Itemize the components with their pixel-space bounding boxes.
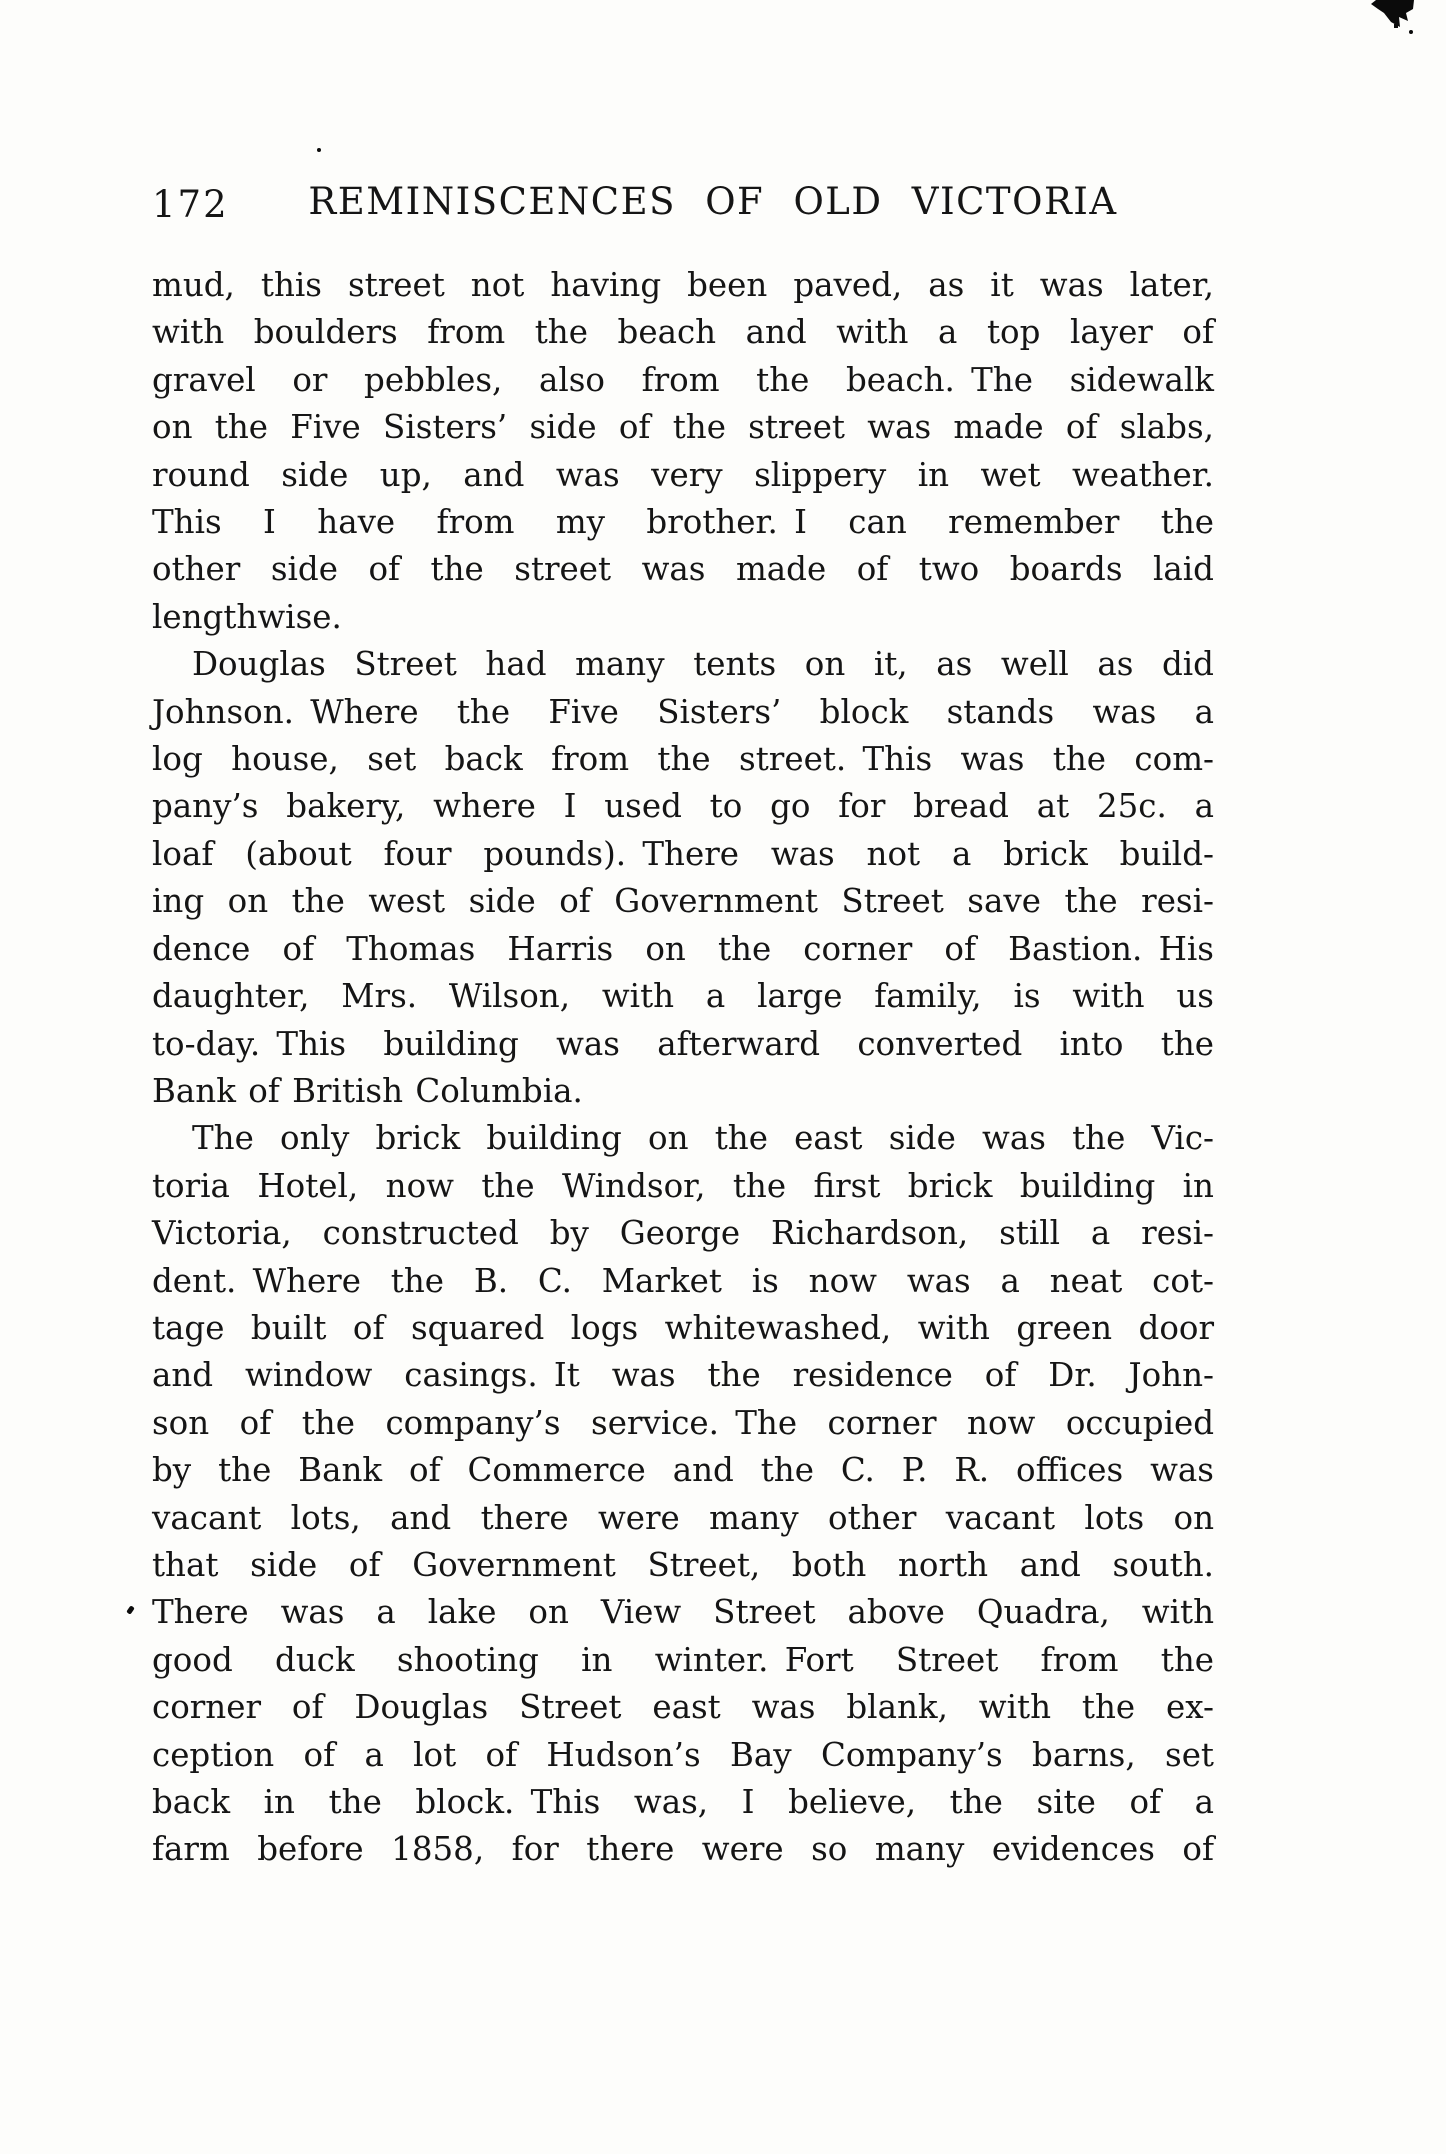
page-body <box>152 262 1214 1874</box>
body-text-line: son of the company’s service. The corner now occupied <box>152 1403 1214 1442</box>
body-text-line: corner of Douglas Street east was blank, with the ex- <box>152 1688 1214 1727</box>
dust-speck-artifact <box>317 148 321 152</box>
body-text-line: pany’s bakery, where I used to go for bread at 25c. a <box>152 787 1214 826</box>
body-text-line: lengthwise. <box>152 597 342 636</box>
body-text-line: Johnson. Where the Five Sisters’ block stands was a <box>152 692 1214 731</box>
body-text-line: ing on the west side of Government Street save the resi- <box>152 882 1214 921</box>
ink-smudge-artifact <box>1366 0 1426 50</box>
body-text-line: The only brick building on the east side was the Vic- <box>192 1119 1214 1158</box>
body-text-line: back in the block. This was, I believe, the site of a <box>152 1783 1214 1821</box>
body-text-line: round side up, and was very slippery in wet weather. <box>152 455 1214 494</box>
body-text-line: Bank of British Columbia. <box>152 1071 583 1110</box>
body-text-line: mud, this street not having been paved, as it was later, <box>152 266 1214 304</box>
body-text-line: by the Bank of Commerce and the C. P. R. offices was <box>152 1451 1214 1490</box>
body-text-line: with boulders from the beach and with a top layer of <box>152 313 1214 352</box>
body-text-line: farm before 1858, for there were so many evidences of <box>152 1830 1214 1869</box>
body-text-line: tage built of squared logs whitewashed, with green door <box>152 1308 1214 1347</box>
body-text-line: log house, set back from the street. This was the com- <box>152 740 1214 779</box>
body-text-line: ception of a lot of Hudson’s Bay Company’s barns, set <box>152 1735 1214 1774</box>
page-header <box>152 180 1214 230</box>
body-text-line: and window casings. It was the residence of Dr. John- <box>152 1356 1214 1395</box>
body-text-line: other side of the street was made of two boards laid <box>152 550 1214 589</box>
running-title: REMINISCENCES OF OLD VICTORIA <box>308 180 1118 223</box>
body-text-line: loaf (about four pounds). There was not a brick build- <box>152 834 1214 873</box>
body-text-line: on the Five Sisters’ side of the street was made of slabs, <box>152 408 1214 447</box>
body-text-line: There was a lake on View Street above Quadra, with <box>152 1593 1214 1632</box>
body-text-line: to-day. This building was afterward converted into the <box>152 1024 1214 1063</box>
body-text-line: Victoria, constructed by George Richardson, still a resi- <box>152 1214 1214 1253</box>
body-text-line: good duck shooting in winter. Fort Street from the <box>152 1640 1214 1679</box>
body-text-line: daughter, Mrs. Wilson, with a large family, is with us <box>152 977 1214 1016</box>
dust-speck-artifact <box>126 1605 135 1614</box>
body-text-line: dent. Where the B. C. Market is now was a neat cot- <box>152 1261 1214 1300</box>
body-text-line: dence of Thomas Harris on the corner of Bastion. His <box>152 929 1214 968</box>
body-text-line: vacant lots, and there were many other vacant lots on <box>152 1498 1214 1537</box>
body-text-line: This I have from my brother. I can remember the <box>152 503 1214 542</box>
page-number: 172 <box>152 183 229 226</box>
body-text-line: Douglas Street had many tents on it, as well as did <box>192 645 1214 684</box>
body-text-line: that side of Government Street, both north and south. <box>152 1545 1214 1584</box>
body-text-line: toria Hotel, now the Windsor, the first brick building in <box>152 1166 1214 1205</box>
body-text-line: gravel or pebbles, also from the beach. The sidewalk <box>152 360 1214 399</box>
text-block <box>152 180 1214 1874</box>
